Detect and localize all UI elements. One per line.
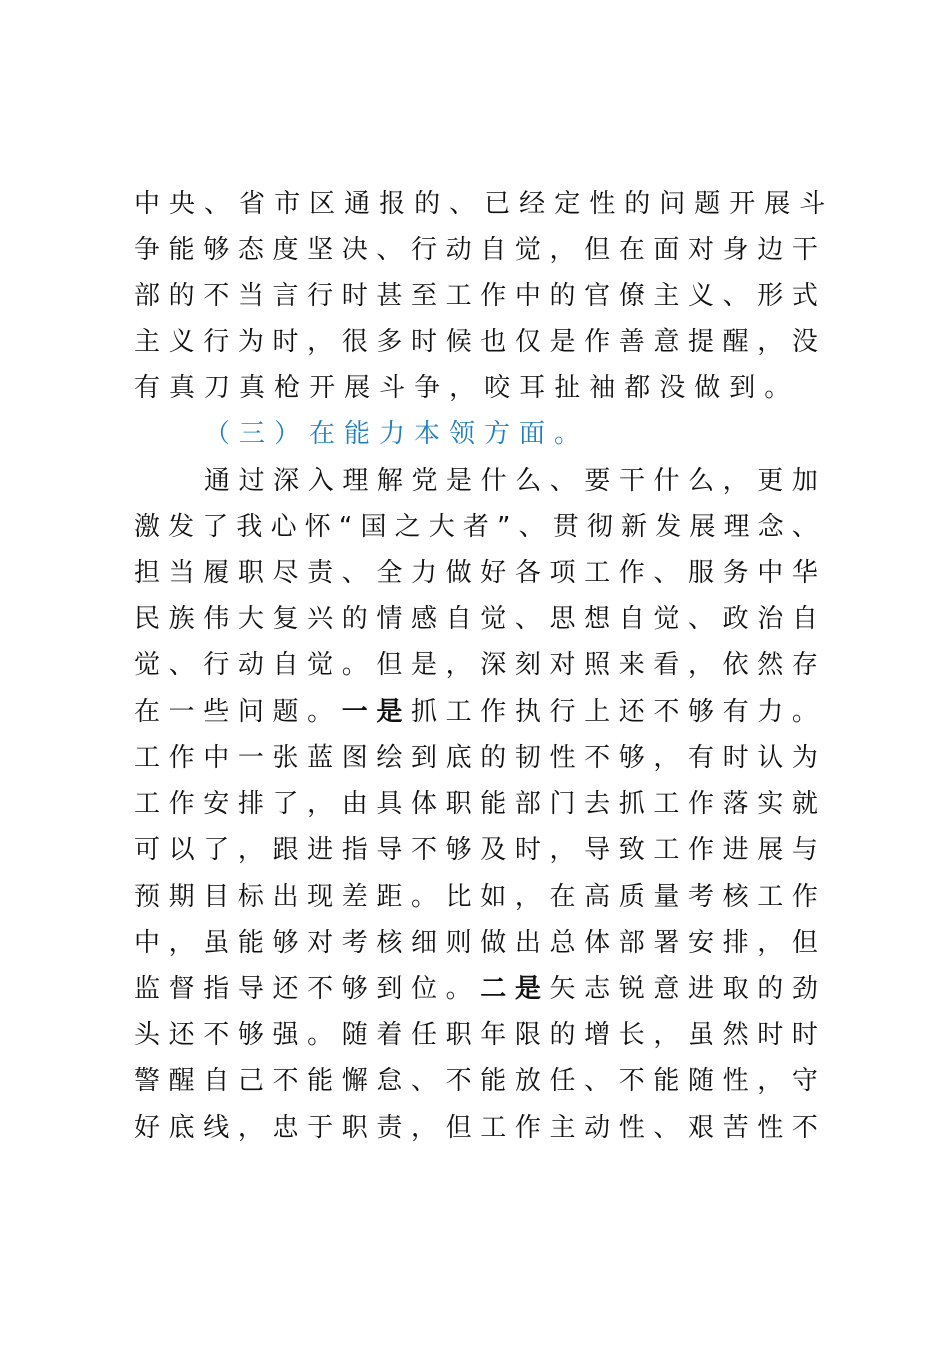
text-line: 预 期 目 标 出 现 差 距 。 比 如 ， 在 高 质 量 考 核 工 作 xyxy=(134,882,818,912)
text-line: 可 以 了 ， 跟 进 指 导 不 够 及 时 ， 导 致 工 作 进 展 与 xyxy=(134,835,818,865)
text-line: 争 能 够 态 度 坚 决 、 行 动 自 觉 ， 但 在 面 对 身 边 干 xyxy=(134,235,818,265)
text-line: 监 督 指 导 还 不 够 到 位 。 二 是 矢 志 锐 意 进 取 的 劲 xyxy=(134,974,818,1004)
text-line: 中 ， 虽 能 够 对 考 核 细 则 做 出 总 体 部 署 安 排 ， 但 xyxy=(134,928,818,958)
section-heading: （三）在能力本领方面。 xyxy=(204,419,590,449)
text-line: 警 醒 自 己 不 能 懈 怠 、 不 能 放 任 、 不 能 随 性 ， 守 xyxy=(134,1066,818,1096)
text-line: 好 底 线 ， 忠 于 职 责 ， 但 工 作 主 动 性 、 艰 苦 性 不 xyxy=(134,1113,818,1143)
text-line: 工 作 安 排 了 ， 由 具 体 职 能 部 门 去 抓 工 作 落 实 就 xyxy=(134,789,818,819)
text-line: 头 还 不 够 强 。 随 着 任 职 年 限 的 增 长 ， 虽 然 时 时 xyxy=(134,1020,818,1050)
text-line: 觉 、 行 动 自 觉 。 但 是 ， 深 刻 对 照 来 看 ， 依 然 存 xyxy=(134,650,818,680)
text-line: 有 真 刀 真 枪 开 展 斗 争 ， 咬 耳 扯 袖 都 没 做 到 。 xyxy=(134,373,800,403)
text-line: 民 族 伟 大 复 兴 的 情 感 自 觉 、 思 想 自 觉 、 政 治 自 xyxy=(134,604,818,634)
text-line: 在 一 些 问 题 。 一 是 抓 工 作 执 行 上 还 不 够 有 力 。 xyxy=(134,697,818,727)
text-line: 部 的 不 当 言 行 时 甚 至 工 作 中 的 官 僚 主 义 、 形 式 xyxy=(134,281,818,311)
text-line: 主 义 行 为 时 ， 很 多 时 候 也 仅 是 作 善 意 提 醒 ， 没 xyxy=(134,327,818,357)
paragraph-first-line: 通 过 深 入 理 解 党 是 什 么 、 要 干 什 么 ， 更 加 xyxy=(204,466,818,496)
text-line: 激 发 了 我 心 怀 “ 国 之 大 者 ” 、 贯 彻 新 发 展 理 念 、 xyxy=(134,512,818,542)
text-line: 中 央 、 省 市 区 通 报 的 、 已 经 定 性 的 问 题 开 展 斗 xyxy=(134,189,835,219)
text-line: 担 当 履 职 尽 责 、 全 力 做 好 各 项 工 作 、 服 务 中 华 xyxy=(134,558,818,588)
text-line: 工 作 中 一 张 蓝 图 绘 到 底 的 韧 性 不 够 ， 有 时 认 为 xyxy=(134,743,818,773)
